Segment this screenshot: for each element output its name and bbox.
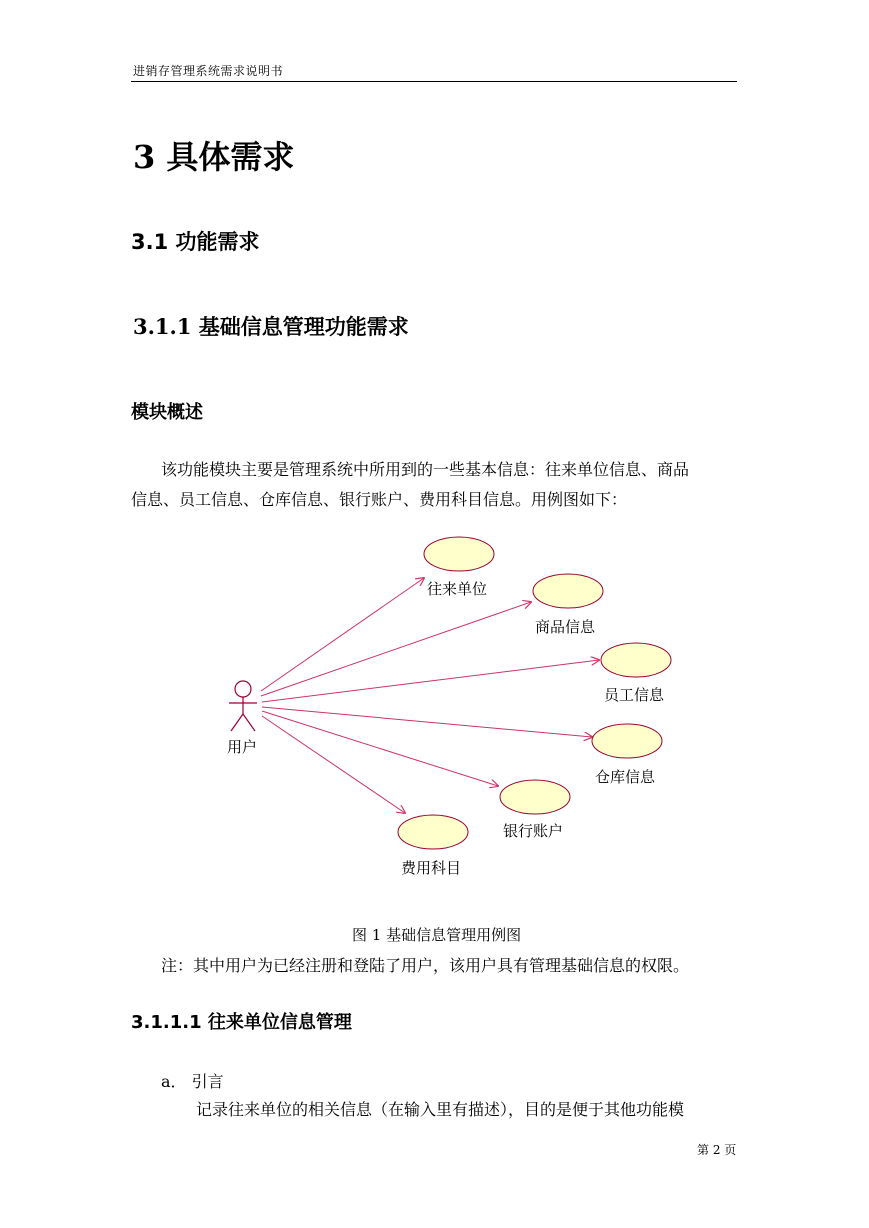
list-item-text: 记录往来单位的相关信息（在输入里有描述），目的是便于其他功能模	[196, 1100, 685, 1119]
use-case-label: 员工信息	[604, 686, 665, 704]
association-line	[261, 578, 424, 691]
use-case-label: 往来单位	[427, 580, 488, 598]
association-line	[262, 707, 592, 737]
use-case-ellipse-yuangong	[601, 643, 671, 677]
section-heading: 3.1 功能需求	[131, 230, 260, 254]
association-line	[262, 711, 498, 786]
association-line	[261, 602, 531, 696]
overview-paragraph-line-2: 信息、员工信息、仓库信息、银行账户、费用科目信息。用例图如下：	[131, 490, 628, 509]
actor-user-icon	[229, 681, 257, 731]
figure-caption: 图 1 基础信息管理用例图	[352, 926, 522, 944]
page-number: 第 2 页	[697, 1143, 737, 1157]
overview-paragraph-line-1: 该功能模块主要是管理系统中所用到的一些基本信息：往来单位信息、商品	[161, 460, 690, 479]
list-item-label: a． 引言	[161, 1072, 224, 1091]
chapter-heading: 3 具体需求	[133, 138, 295, 176]
module-overview-heading: 模块概述	[131, 402, 203, 423]
actor-user-label: 用户	[227, 738, 258, 756]
use-case-label: 费用科目	[401, 859, 462, 877]
use-case-ellipse-yinhang	[500, 780, 570, 814]
use-case-ellipse-feiyong	[398, 815, 468, 849]
use-case-label: 商品信息	[535, 618, 596, 636]
use-case-ellipse-cangku	[592, 724, 662, 758]
use-case-ellipse-wanglai	[424, 537, 494, 571]
page-header-title: 进销存管理系统需求说明书	[133, 64, 284, 78]
association-line	[262, 660, 599, 702]
subsection-heading: 3.1.1 基础信息管理功能需求	[133, 314, 409, 339]
use-case-ellipse-shangpin	[533, 574, 603, 608]
use-case-label: 仓库信息	[595, 768, 656, 786]
subsubsection-heading: 3.1.1.1 往来单位信息管理	[131, 1012, 352, 1033]
association-line	[262, 716, 405, 813]
use-case-label: 银行账户	[503, 822, 564, 840]
note-paragraph: 注：其中用户为已经注册和登陆了用户，该用户具有管理基础信息的权限。	[161, 956, 690, 975]
